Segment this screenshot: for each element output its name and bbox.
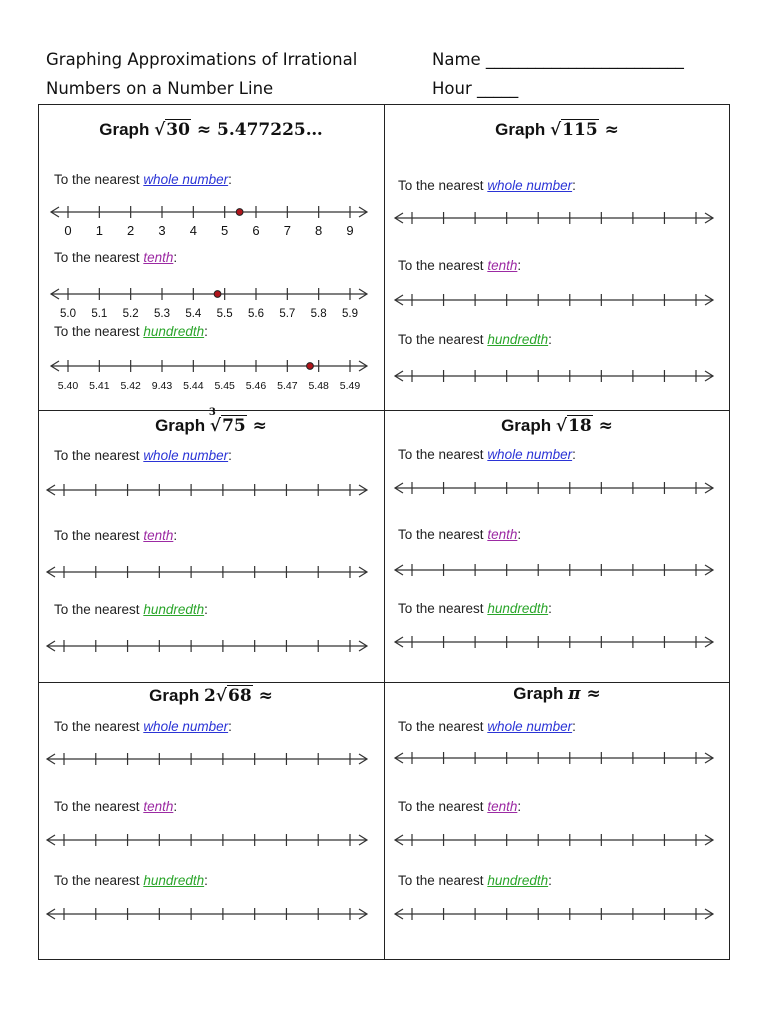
problem-cell-4	[384, 410, 730, 680]
tick-label: 2	[127, 223, 135, 238]
prompt-colon: :	[548, 332, 552, 347]
prompt-nearest-whole	[54, 719, 232, 734]
prompt-prefix: To the nearest	[398, 258, 488, 273]
prompt-unit-hundredth: hundredth	[143, 602, 205, 617]
radical-sign-icon: √	[555, 416, 568, 436]
prompt-prefix: To the nearest	[398, 178, 488, 193]
number-line-hundredth[interactable]	[46, 636, 378, 666]
tick-label: 5.0	[60, 308, 76, 320]
approximation-text: ≈	[592, 416, 613, 436]
tick-label: 5.46	[245, 380, 267, 392]
radicand: 68	[227, 686, 252, 706]
prompt-colon: :	[572, 178, 576, 193]
approximation-text: ≈	[580, 684, 601, 704]
prompt-unit-whole: whole number	[487, 178, 573, 193]
prompt-colon: :	[548, 601, 552, 616]
prompt-nearest-hundredth	[54, 324, 208, 339]
graph-word: Graph	[501, 416, 556, 435]
plotted-point	[214, 291, 221, 298]
radicand: 30	[166, 120, 190, 140]
prompt-colon: :	[517, 799, 522, 814]
prompt-unit-whole: whole number	[143, 172, 229, 187]
prompt-prefix: To the nearest	[54, 602, 144, 617]
prompt-prefix: To the nearest	[398, 873, 488, 888]
prompt-prefix: To the nearest	[54, 250, 144, 265]
number-line-hundredth[interactable]	[394, 904, 724, 934]
prompt-nearest-hundredth	[398, 601, 552, 616]
prompt-unit-tenth: tenth	[143, 250, 174, 265]
tick-label: 5	[221, 223, 229, 238]
graph-word: Graph	[155, 416, 210, 435]
tick-label: 6	[252, 223, 260, 238]
plotted-point	[307, 363, 314, 370]
prompt-prefix: To the nearest	[398, 527, 488, 542]
tick-label: 5.48	[308, 380, 329, 392]
graph-word: Graph	[495, 120, 550, 139]
prompt-nearest-hundredth	[54, 873, 208, 888]
approximation-text: ≈	[598, 120, 619, 140]
worksheet-title-line2: Numbers on a Number Line	[46, 79, 274, 98]
tick-label: 5.40	[57, 380, 79, 392]
prompt-prefix: To the nearest	[398, 447, 488, 462]
number-line-whole[interactable]	[50, 202, 378, 238]
prompt-nearest-whole	[54, 172, 232, 187]
prompt-colon: :	[228, 719, 232, 734]
prompt-nearest-whole	[398, 719, 576, 734]
problem-cell-1	[38, 104, 384, 392]
number-line-whole[interactable]	[394, 478, 724, 508]
radical-expression	[550, 120, 599, 140]
tick-label: 5.2	[122, 308, 139, 320]
problem-title	[38, 120, 384, 140]
tick-label: 5.41	[89, 380, 110, 392]
prompt-colon: :	[228, 172, 232, 187]
prompt-colon: :	[173, 250, 178, 265]
name-field[interactable]: Name ________________________	[432, 50, 684, 69]
prompt-prefix: To the nearest	[398, 799, 488, 814]
number-line-whole[interactable]	[46, 749, 378, 779]
prompt-unit-tenth: tenth	[143, 528, 174, 543]
prompt-prefix: To the nearest	[398, 332, 488, 347]
prompt-nearest-hundredth	[54, 602, 208, 617]
prompt-prefix: To the nearest	[54, 799, 144, 814]
tick-label: 5.3	[154, 308, 170, 320]
number-line-whole[interactable]	[394, 748, 724, 778]
prompt-unit-whole: whole number	[143, 719, 229, 734]
number-line-tenth[interactable]	[394, 560, 724, 590]
number-line-tenth[interactable]	[46, 562, 378, 592]
tick-label: 4	[189, 223, 197, 238]
problem-title	[384, 120, 730, 140]
number-line-whole[interactable]	[394, 208, 724, 238]
prompt-colon: :	[572, 447, 576, 462]
prompt-nearest-tenth	[54, 799, 177, 814]
prompt-nearest-tenth	[54, 528, 177, 543]
tick-label: 0	[64, 223, 72, 238]
problem-title	[384, 684, 730, 704]
prompt-unit-tenth: tenth	[487, 799, 518, 814]
approximation-text: ≈ 5.477225…	[190, 120, 323, 140]
prompt-unit-hundredth: hundredth	[143, 873, 205, 888]
constant-symbol: π	[568, 684, 581, 704]
radicand: 75	[222, 416, 246, 436]
number-line-hundredth[interactable]	[394, 632, 724, 662]
tick-label: 5.1	[91, 308, 108, 320]
prompt-prefix: To the nearest	[54, 172, 144, 187]
prompt-prefix: To the nearest	[54, 324, 144, 339]
prompt-nearest-whole	[398, 178, 576, 193]
radical-expression	[154, 120, 191, 140]
number-line-hundredth[interactable]	[394, 366, 724, 396]
prompt-colon: :	[204, 324, 208, 339]
number-line-whole[interactable]	[46, 480, 378, 510]
number-line-hundredth[interactable]	[46, 904, 378, 934]
tick-label: 5.6	[248, 308, 264, 320]
prompt-unit-tenth: tenth	[487, 258, 518, 273]
tick-label: 5.8	[310, 308, 327, 320]
prompt-nearest-whole	[398, 447, 576, 462]
tick-label: 5.9	[342, 308, 358, 320]
radical-sign-icon: √	[549, 120, 562, 140]
problem-title	[384, 416, 730, 436]
prompt-nearest-tenth	[398, 799, 521, 814]
number-line-hundredth[interactable]	[50, 356, 378, 392]
radical-sign-icon: √	[209, 416, 222, 436]
radical-expression	[216, 686, 253, 706]
prompt-unit-hundredth: hundredth	[487, 332, 549, 347]
tick-label: 5.44	[183, 380, 204, 392]
radical-index: 3	[208, 407, 216, 418]
problem-title	[38, 686, 384, 706]
radical-sign-icon: √	[154, 120, 166, 140]
radicand: 18	[568, 416, 592, 436]
tick-label: 5.45	[214, 380, 235, 392]
prompt-colon: :	[173, 528, 178, 543]
radical-expression	[208, 407, 247, 436]
prompt-unit-whole: whole number	[143, 448, 229, 463]
prompt-prefix: To the nearest	[398, 601, 488, 616]
problem-cell-5	[38, 682, 384, 952]
prompt-prefix: To the nearest	[54, 448, 144, 463]
problem-cell-3	[38, 407, 384, 680]
prompt-colon: :	[204, 602, 208, 617]
tick-label: 7	[283, 223, 291, 238]
tick-label: 5.49	[339, 380, 361, 392]
graph-word: Graph	[513, 684, 569, 703]
number-line-tenth[interactable]	[394, 290, 724, 320]
prompt-unit-hundredth: hundredth	[143, 324, 205, 339]
prompt-nearest-hundredth	[398, 332, 552, 347]
approximation-text: ≈	[246, 416, 267, 436]
coefficient: 2	[203, 686, 216, 706]
tick-label: 5.7	[279, 308, 296, 320]
prompt-unit-whole: whole number	[487, 719, 573, 734]
prompt-nearest-whole	[54, 448, 232, 463]
prompt-prefix: To the nearest	[398, 719, 488, 734]
prompt-colon: :	[204, 873, 208, 888]
prompt-nearest-hundredth	[398, 873, 552, 888]
graph-word: Graph	[149, 686, 204, 705]
prompt-colon: :	[228, 448, 232, 463]
problem-cell-6	[384, 682, 730, 952]
graph-word: Graph	[99, 120, 155, 139]
prompt-colon: :	[548, 873, 552, 888]
number-line-tenth[interactable]	[50, 284, 378, 320]
tick-label: 5.47	[277, 380, 298, 392]
tick-label: 9	[346, 223, 354, 238]
approximation-text: ≈	[252, 686, 273, 706]
tick-label: 3	[158, 223, 166, 238]
worksheet-title-line1: Graphing Approximations of Irrational	[46, 50, 358, 69]
tick-label: 1	[95, 223, 103, 238]
tick-label: 5.5	[216, 308, 233, 320]
number-line-tenth[interactable]	[394, 830, 724, 860]
radical-expression	[556, 416, 593, 436]
prompt-colon: :	[572, 719, 576, 734]
tick-label: 5.4	[185, 308, 202, 320]
prompt-colon: :	[173, 799, 178, 814]
problem-title	[38, 407, 384, 436]
prompt-prefix: To the nearest	[54, 528, 144, 543]
radical-sign-icon: √	[215, 686, 227, 706]
prompt-nearest-tenth	[398, 527, 521, 542]
radicand: 115	[562, 120, 598, 140]
prompt-unit-hundredth: hundredth	[487, 873, 549, 888]
hour-field[interactable]: Hour _____	[432, 79, 519, 98]
prompt-nearest-tenth	[54, 250, 177, 265]
tick-label: 9.43	[151, 380, 173, 392]
prompt-unit-whole: whole number	[487, 447, 573, 462]
prompt-prefix: To the nearest	[54, 719, 144, 734]
prompt-colon: :	[517, 258, 522, 273]
problem-cell-2	[384, 104, 730, 374]
prompt-nearest-tenth	[398, 258, 521, 273]
plotted-point	[236, 209, 243, 216]
tick-label: 8	[315, 223, 323, 238]
prompt-prefix: To the nearest	[54, 873, 144, 888]
number-line-tenth[interactable]	[46, 830, 378, 860]
prompt-unit-hundredth: hundredth	[487, 601, 549, 616]
prompt-unit-tenth: tenth	[143, 799, 174, 814]
prompt-unit-tenth: tenth	[487, 527, 518, 542]
prompt-colon: :	[517, 527, 522, 542]
tick-label: 5.42	[120, 380, 141, 392]
